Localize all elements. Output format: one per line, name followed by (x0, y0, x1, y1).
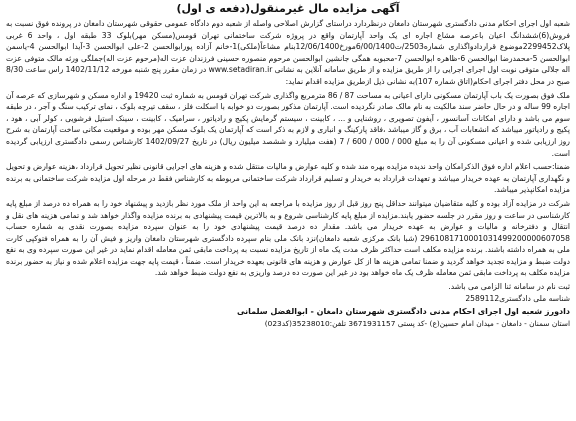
notice-title: آگهی مزایده مال غیرمنقول(دفعه ی اول) (176, 2, 400, 15)
signature-line: دادورز شعبه اول اجرای احکام مدنی دادگستری شهرستان دامغان - ابوالفضل سلمانی (237, 307, 570, 317)
notice-paragraph-4: شرکت در مزایده آزاد بوده و کلیه متقاضیان میتوانند حداقل پنج روز قبل از روز مزایده با مراجعه به این واحد از ملک مورد نظر بازدید و پیشنهاد خود را به همراه ده درصد از مبلغ پایه کارشناسی در ساعت و روز مقرر در جلسه حضور یابند.مزایده از مبلغ پایه کارشناسی شروع و به بالاترین قیمت پیشنهادی به برنده مزایده واگذار خواهد شد و تمامی هزینه های نقل و انتقال و دفترخانه و مالیات و عوارض به عهده خریدار می باشد. مقدار ده درصد قیمت پیشنهادی خود را به عنوان سپرده مزایده بصورت نقدی به شماره حساب 2961081710001031499200000607058 (شبا بانک مرکزی شعبه دامغان)نزد بانک ملی بنام سپرده دادگستری شهرستان دامغان واریز و فیش آن را به همراه فتوکپی کارت ملی به همراه داشته باشند. برنده مزایده مکلف است حداکثر ظرف مدت یک ماه از تاریخ مزایده نسبت به پرداخت مابقی ثمن معامله اقدام نماید در غیر این صورت سپرده وی به نفع دولت ضبط و مزایده تجدید خواهد گردید و ضمنا تمامی هزینه ها از کل عوارض و هزینه های قانونی بعهده خریدار است. ضمناً ، قیمت پایه جهت مزایده اعلام شده و نیاز به حضور برنده مزایده مکلف به پرداخت مابقی ثمن معامله ظرف یک ماه خواهد بود در غیر این صورت ده درصد واریزی به نفع دولت ضبط خواهد شد. (6, 198, 570, 278)
closing-line: ثبت نام در سامانه ثنا الزامی می باشد. (448, 282, 570, 292)
notice-footer (6, 306, 570, 329)
notice-paragraph-3: ضمنا:حسب اعلام اداره فوق الذکرامکان واحد ندیده مزایده بهره مند شده و کلیه عوارض و مالیات منتقل شده و هزینه های اجرایی قانونی نظیر تحویل قرارداد ،هزینه عوارض و تحویل و نگهداری آپارتمان به عهده خریدار میباشد و تعهدات قرارداد به خریدار و تسلیم قرارداد شرکت ساختمانی مربوطه به کارشناس فقط در مرحله اول مزایده شرکت ساختمانی به برنده مزایده امکانپذیر میباشد. (6, 162, 570, 195)
notice-paragraph-2: ملک فوق بصورت یک باب آپارتمان مسکونی دارای اعیانی به مساحت 87 / 86 مترمربع واگذاری شرکت تهران قومس به شماره ثبت 19420 و اداره مسکن و شهرسازی که عرصه آن اجاره 99 ساله و در حال حاضر سند مالکیت به نام مالک صادر نگردیده است. آپارتمان مذکور بصورت دو خوابه با اسکلت فلز ، سقف تیرچه بلوک ، نمای ترکیب سنگ و آجر ، در طبقه سوم می باشد و دارای امکانات آسانسور ، آیفون تصویری ، روشنایی و ... ، کابینت ، سیستم گرمایش پکیج و رادیاتور ، سرامیک ، کابینت ، سینک استیل فرشویی ، کولر آبی ، هود ، پکیج و رادیاتور میباشد که انشعابات آب ، برق و گاز میباشد ،فاقد پارکینگ و انباری و لازم به ذکر است که آپارتمان یک بلوک مسکن مهر بوده و موقعیت مکانی ساخت آپارتمان به شرح روز ارزیابی شده و اعیانی مسکونی آن را به مبلغ 000 / 000 / 600 / 7 (هفت میلیارد و ششصد میلیون ریال) در تاریخ 1402/09/27 کارشناس رسمی دادگستری ارزیابی گردیده است. (6, 90, 570, 158)
address-line: استان سمنان - دامغان - میدان امام حسین(ع) -کد پستی 3671931157 تلفن:35238010(کد023) (264, 319, 570, 329)
notice-paragraph-1: شعبه اول اجرای احکام مدنی دادگستری شهرستان دامغان درنظردارد دراستای گزارش اصلاحی واصله از شعبه دوم دادگاه عمومی حقوقی شهرستان دامغان در پرونده فوق نسبت به فروش(6)ششدانگ اعیان باعرصه مشاع اجاره ای یک واحد آپارتمان واقع در پروژه شرکت ساختمانی تهران قومس(مسکن مهر)بلوک 33 طبقه اول ، واحد 6 غربی پلاک2299452موضوع قراردادواگذاری شماره2503/ت6/00/1400مورخ12/06/1400بنام مشاعاً(ملکی)1-خانم آزاده پورابوالحسن 2-علی ابوالحسن 3-آیدا ابوالحسن 4-یاسمن ابوالحسن 5-محمدرضا ابوالحسن 6-ظاهره ابوالحسن 7-محبوبه همگی جانشین ابوالحسن مرحوم منصوره حسینی فرزندان عزت اله(مرحوم عزت اله)جملگی ورثه مالک متوفی عزت اله جلالی متوفی نوبت اول اجرای اجرایی را از طریق مزایده و از طریق سامانه آنلاین به نشانی www.setadiran.ir در زمان مقرر پنج شنبه مورخه 1402/11/12 راس ساعت 8/30 صبح در محل دفتر اجرای احکام(اتاق شماره 107)به نشانی ذیل ازطریق مزایده اقدام نماید: (6, 19, 571, 86)
national-id-line: شناسه ملی دادگستری2589112 (465, 293, 570, 303)
